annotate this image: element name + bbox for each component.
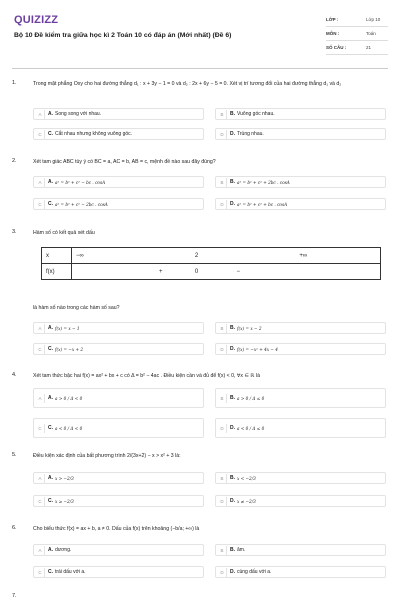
meta-value: 21: [366, 45, 372, 50]
sign-table-cell: 2: [167, 248, 227, 264]
option-key: C.: [48, 569, 53, 575]
sign-table-row-x: [42, 248, 381, 264]
question-3: [12, 229, 390, 359]
question-text: Xét tam giác ABC tùy ý có BC = a, AC = b, AB = c, mệnh đề nào sau đây đúng?: [33, 159, 216, 165]
meta-label: LỚP :: [326, 17, 339, 22]
question-text: Hàm số có kết quả xét dấu: [33, 230, 95, 236]
option-text: âm.: [237, 547, 246, 553]
option-text: a > 0 / Δ < 0: [55, 395, 83, 401]
option-key: C.: [48, 131, 53, 137]
option-key: D.: [230, 425, 235, 431]
option-key: B.: [230, 475, 235, 481]
header-divider: [12, 68, 388, 69]
question-1: [12, 80, 390, 145]
option-letter: B: [218, 110, 227, 119]
sign-table-cell: 0: [167, 264, 227, 280]
question-number: 2.: [12, 158, 17, 164]
option-a[interactable]: [33, 472, 204, 484]
option-b[interactable]: [215, 322, 386, 334]
option-key: C.: [48, 425, 53, 431]
option-key: D.: [230, 498, 235, 504]
option-d[interactable]: [215, 128, 386, 140]
option-letter: A: [36, 546, 45, 555]
question-number: 7.: [12, 593, 17, 599]
meta-row-subject: [326, 27, 388, 41]
option-key: C.: [48, 346, 53, 352]
option-text: Trùng nhau.: [237, 131, 264, 137]
option-b[interactable]: [215, 108, 386, 120]
option-c[interactable]: [33, 566, 204, 578]
question-5: [12, 452, 390, 517]
option-text: f(x) = −x + 2: [55, 346, 84, 352]
option-b[interactable]: [215, 176, 386, 188]
question-number: 6.: [12, 525, 17, 531]
option-letter: D: [218, 200, 227, 209]
option-letter: C: [36, 568, 45, 577]
option-d[interactable]: [215, 418, 386, 438]
option-text: a > 0 / Δ ≤ 0: [237, 395, 265, 401]
question-number: 4.: [12, 372, 17, 378]
option-text: cùng dấu với a.: [237, 569, 272, 575]
option-key: B.: [230, 179, 235, 185]
question-number: 3.: [12, 229, 17, 235]
sign-table-row-fx: [42, 264, 381, 280]
option-text: trái dấu với a.: [55, 569, 86, 575]
sign-table-cell: +∞: [227, 248, 381, 264]
option-letter: D: [218, 130, 227, 139]
sign-table-cell: +: [72, 264, 167, 280]
question-4: [12, 372, 390, 442]
sign-table-cell: −∞: [72, 248, 167, 264]
meta-label: MÔN :: [326, 31, 340, 36]
option-key: C.: [48, 498, 53, 504]
option-text: x ≥ −2/3: [55, 498, 74, 504]
question-text: Cho biểu thức f(x) = ax + b, a ≠ 0. Dấu của f(x) trên khoảng (−b/a; +∞) là: [33, 526, 200, 532]
option-d[interactable]: [215, 198, 386, 210]
question-6: [12, 525, 390, 585]
option-key: A.: [48, 547, 53, 553]
option-d[interactable]: [215, 343, 386, 355]
option-letter: C: [36, 345, 45, 354]
option-key: A.: [48, 179, 53, 185]
option-text: a² = b² + c² + 2bc . cosA: [237, 179, 290, 185]
option-text: x > −2/3: [55, 475, 74, 481]
option-b[interactable]: [215, 388, 386, 408]
option-letter: C: [36, 200, 45, 209]
option-letter: A: [36, 324, 45, 333]
option-c[interactable]: [33, 495, 204, 507]
question-followup-text: là hàm số nào trong các hàm số sau?: [33, 305, 120, 311]
option-letter: B: [218, 546, 227, 555]
question-text: Điều kiện xác định của bất phương trình 2/(3x+2) − x > x² + 3 là:: [33, 453, 181, 459]
option-key: D.: [230, 569, 235, 575]
document-title: Bộ 10 Đề kiểm tra giữa học kì 2 Toán 10 có đáp án (Mới nhất) (Đề 6): [14, 32, 232, 39]
option-letter: B: [218, 394, 227, 403]
option-letter: D: [218, 424, 227, 433]
option-text: Vuông góc nhau.: [237, 111, 275, 117]
option-text: a < 0 / Δ < 0: [55, 425, 83, 431]
option-letter: A: [36, 394, 45, 403]
option-c[interactable]: [33, 343, 204, 355]
option-key: A.: [48, 325, 53, 331]
option-text: f(x) = x − 2: [237, 325, 262, 331]
option-text: dương.: [55, 547, 72, 553]
option-a[interactable]: [33, 544, 204, 556]
sign-table-cell: −: [227, 264, 381, 280]
option-a[interactable]: [33, 176, 204, 188]
option-a[interactable]: [33, 388, 204, 408]
option-letter: A: [36, 474, 45, 483]
question-number: 1.: [12, 80, 17, 86]
option-key: C.: [48, 201, 53, 207]
option-b[interactable]: [215, 544, 386, 556]
meta-value: Toán: [366, 31, 376, 36]
option-d[interactable]: [215, 495, 386, 507]
option-letter: A: [36, 110, 45, 119]
option-key: D.: [230, 131, 235, 137]
option-letter: D: [218, 497, 227, 506]
option-text: a < 0 / Δ ≤ 0: [237, 425, 265, 431]
sign-table: [41, 247, 381, 280]
question-number: 5.: [12, 452, 17, 458]
sign-table-cell: f(x): [42, 264, 72, 280]
option-letter: C: [36, 497, 45, 506]
option-text: f(x) = −x² + 4x − 4: [237, 346, 278, 352]
option-a[interactable]: [33, 322, 204, 334]
option-key: B.: [230, 395, 235, 401]
option-text: Cắt nhau nhưng không vuông góc.: [55, 131, 133, 137]
question-7: [12, 593, 390, 600]
option-letter: B: [218, 474, 227, 483]
option-a[interactable]: [33, 108, 204, 120]
option-key: A.: [48, 475, 53, 481]
question-text: Xét tam thức bậc hai f(x) = ax² + bx + c có Δ = b² − 4ac . Điều kiện cần và đủ để f(x) < 0, ∀x ∈ ℝ là: [33, 373, 261, 379]
meta-value: Lớp 10: [366, 17, 381, 22]
meta-row-count: [326, 41, 388, 55]
question-2: [12, 158, 390, 218]
option-text: x < −2/3: [237, 475, 256, 481]
option-d[interactable]: [215, 566, 386, 578]
meta-row-class: [326, 13, 388, 27]
option-key: B.: [230, 547, 235, 553]
option-key: D.: [230, 346, 235, 352]
meta-label: SỐ CÂU :: [326, 45, 347, 50]
quizizz-logo: QUIZIZZ: [14, 14, 59, 26]
question-text: Trong mặt phẳng Oxy cho hai đường thẳng d₁ : x + 3y − 1 = 0 và d₂ : 2x + 6y − 5 = 0. Xét vị trí tương đối của hai đường thẳng d₁ và d₂: [33, 81, 342, 87]
option-b[interactable]: [215, 472, 386, 484]
option-letter: C: [36, 130, 45, 139]
option-key: B.: [230, 111, 235, 117]
option-text: a² = b² + c² − bc . cosA: [55, 179, 106, 185]
option-letter: D: [218, 568, 227, 577]
option-c[interactable]: [33, 418, 204, 438]
option-letter: B: [218, 178, 227, 187]
option-letter: D: [218, 345, 227, 354]
option-key: A.: [48, 111, 53, 117]
sign-table-cell: x: [42, 248, 72, 264]
option-text: a² = b² + c² + bc . cosA: [237, 201, 288, 207]
option-key: B.: [230, 325, 235, 331]
option-key: A.: [48, 395, 53, 401]
meta-box: [326, 13, 388, 55]
option-c[interactable]: [33, 198, 204, 210]
option-key: D.: [230, 201, 235, 207]
option-letter: B: [218, 324, 227, 333]
option-text: a² = b² + c² − 2bc . cosA: [55, 201, 108, 207]
option-text: f(x) = x − 1: [55, 325, 80, 331]
option-text: x ≠ −2/3: [237, 498, 256, 504]
option-text: Song song với nhau.: [55, 111, 102, 117]
option-letter: C: [36, 424, 45, 433]
option-c[interactable]: [33, 128, 204, 140]
option-letter: A: [36, 178, 45, 187]
